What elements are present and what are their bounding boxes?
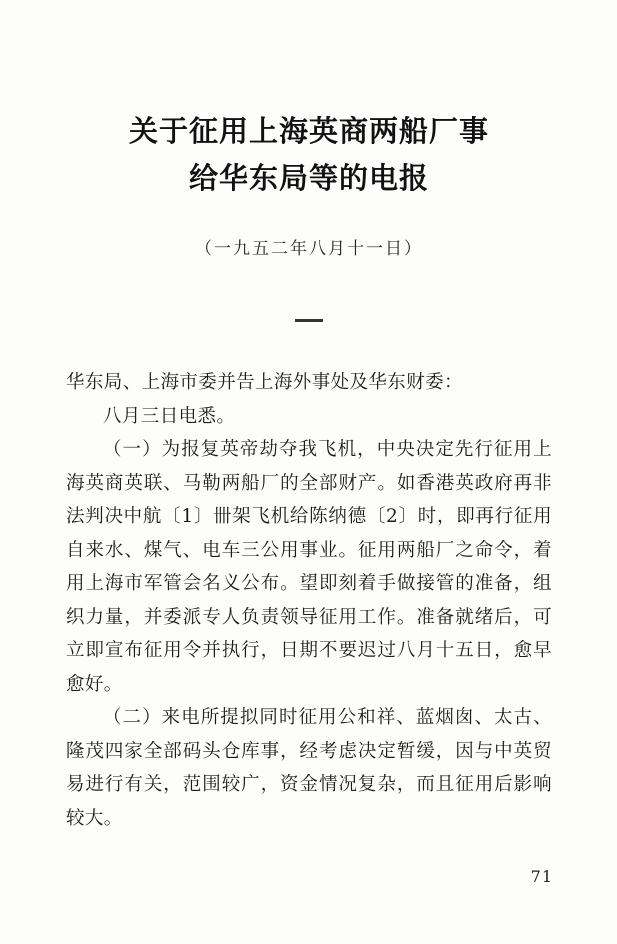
- paragraph-item-1: （一）为报复英帝劫夺我飞机，中央决定先行征用上海英商英联、马勒两船厂的全部财产。如香港英政府再非法判决中航〔1〕卌架飞机给陈纳德〔2〕时，即再行征用自来水、煤气、电车三公用事业。征用两船厂之命令，着用上海市军管会名义公布。望即刻着手做接管的准备，组织力量，并委派专人负责领导征用工作。准备就绪后，可立即宣布征用令并执行，日期不要迟过八月十五日，愈早愈好。: [66, 439, 552, 695]
- divider-container: [66, 259, 552, 326]
- title-line-1: 关于征用上海英商两船厂事: [128, 114, 489, 148]
- document-body: [66, 326, 552, 835]
- page-number: 71: [530, 867, 553, 886]
- document-date: （一九五二年八月十一日）: [195, 239, 423, 259]
- page-content: [66, 0, 552, 944]
- section-divider-icon: [295, 319, 323, 322]
- paragraph-addressee: 华东局、上海市委并告上海外事处及华东财委：: [66, 372, 463, 393]
- title-line-2: 给华东局等的电报: [188, 161, 429, 195]
- paragraph-acknowledgement: 八月三日电悉。: [103, 405, 236, 427]
- paragraph-item-2: （二）来电所提拟同时征用公和祥、蓝烟囱、太古、隆茂四家全部码头仓库事，经考虑决定暂缓，因与中英贸易进行有关，范围较广，资金情况复杂，而且征用后影响较大。: [66, 707, 552, 829]
- page-title: [66, 0, 552, 202]
